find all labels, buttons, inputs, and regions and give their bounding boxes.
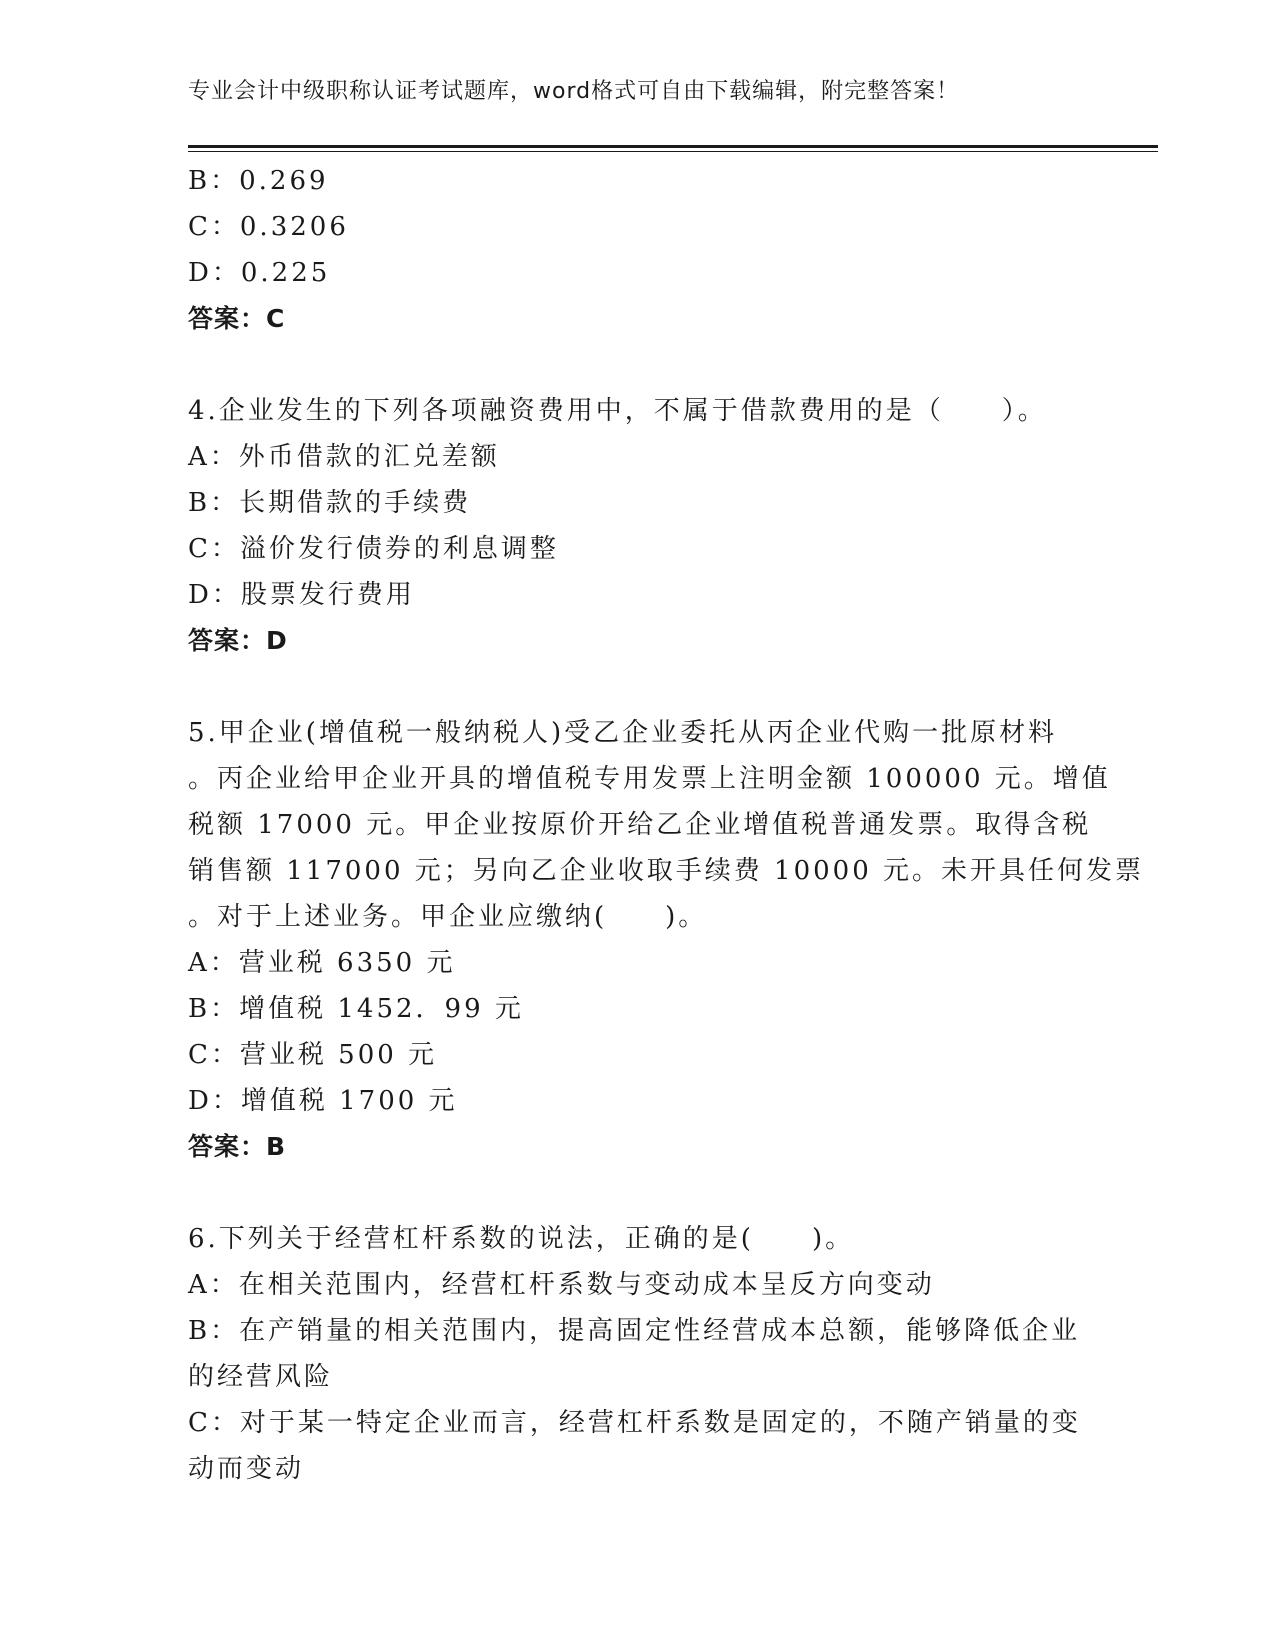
question-stem: 4.企业发生的下列各项融资费用中，不属于借款费用的是（ ）。 [188, 396, 1047, 426]
option-c: C：对于某一特定企业而言，经营杠杆系数是固定的，不随产销量的变 [188, 1408, 1081, 1438]
answer: 答案：B [188, 1132, 287, 1161]
question-4 [188, 388, 1088, 664]
option-b: B：长期借款的手续费 [188, 488, 472, 518]
option-b: B：增值税 1452．99 元 [188, 994, 524, 1024]
question-stem-line: 5.甲企业(增值税一般纳税人)受乙企业委托从丙企业代购一批原材料 [188, 718, 1058, 748]
option-c: C：营业税 500 元 [188, 1040, 438, 1070]
page-header: 专业会计中级职称认证考试题库，word格式可自由下载编辑，附完整答案！ [188, 79, 960, 104]
question-stem-line: 。对于上述业务。甲企业应缴纳( )。 [188, 902, 708, 932]
question-stem: 6.下列关于经营杠杆系数的说法，正确的是( )。 [188, 1224, 855, 1254]
answer: 答案：D [188, 626, 288, 655]
question-3 [188, 158, 1088, 342]
option-d: D：0.225 [188, 258, 331, 288]
option-b-continued: 的经营风险 [188, 1362, 334, 1392]
question-5 [188, 710, 1145, 1170]
question-stem-line: 。丙企业给甲企业开具的增值税专用发票上注明金额 100000 元。增值 [188, 764, 1111, 794]
question-stem-line: 销售额 117000 元；另向乙企业收取手续费 10000 元。未开具任何发票 [188, 856, 1145, 886]
spacer [188, 664, 1088, 710]
spacer [188, 1170, 1088, 1216]
option-b: B：在产销量的相关范围内，提高固定性经营成本总额，能够降低企业 [188, 1316, 1081, 1346]
spacer [188, 342, 1088, 388]
option-c: C：溢价发行债券的利息调整 [188, 534, 559, 564]
option-b: B：0.269 [188, 166, 329, 196]
option-a: A：外币借款的汇兑差额 [188, 442, 500, 472]
header-divider-thin [188, 151, 1158, 152]
header-divider-thick [188, 145, 1158, 148]
option-d: D：增值税 1700 元 [188, 1086, 458, 1116]
document-body [188, 158, 1145, 1492]
option-c-continued: 动而变动 [188, 1454, 305, 1484]
question-6 [188, 1216, 1088, 1492]
question-stem-line: 税额 17000 元。甲企业按原价开给乙企业增值税普通发票。取得含税 [188, 810, 1092, 840]
option-a: A：在相关范围内，经营杠杆系数与变动成本呈反方向变动 [188, 1270, 935, 1300]
option-a: A：营业税 6350 元 [188, 948, 456, 978]
option-c: C：0.3206 [188, 212, 349, 242]
answer: 答案：C [188, 304, 286, 333]
option-d: D：股票发行费用 [188, 580, 415, 610]
